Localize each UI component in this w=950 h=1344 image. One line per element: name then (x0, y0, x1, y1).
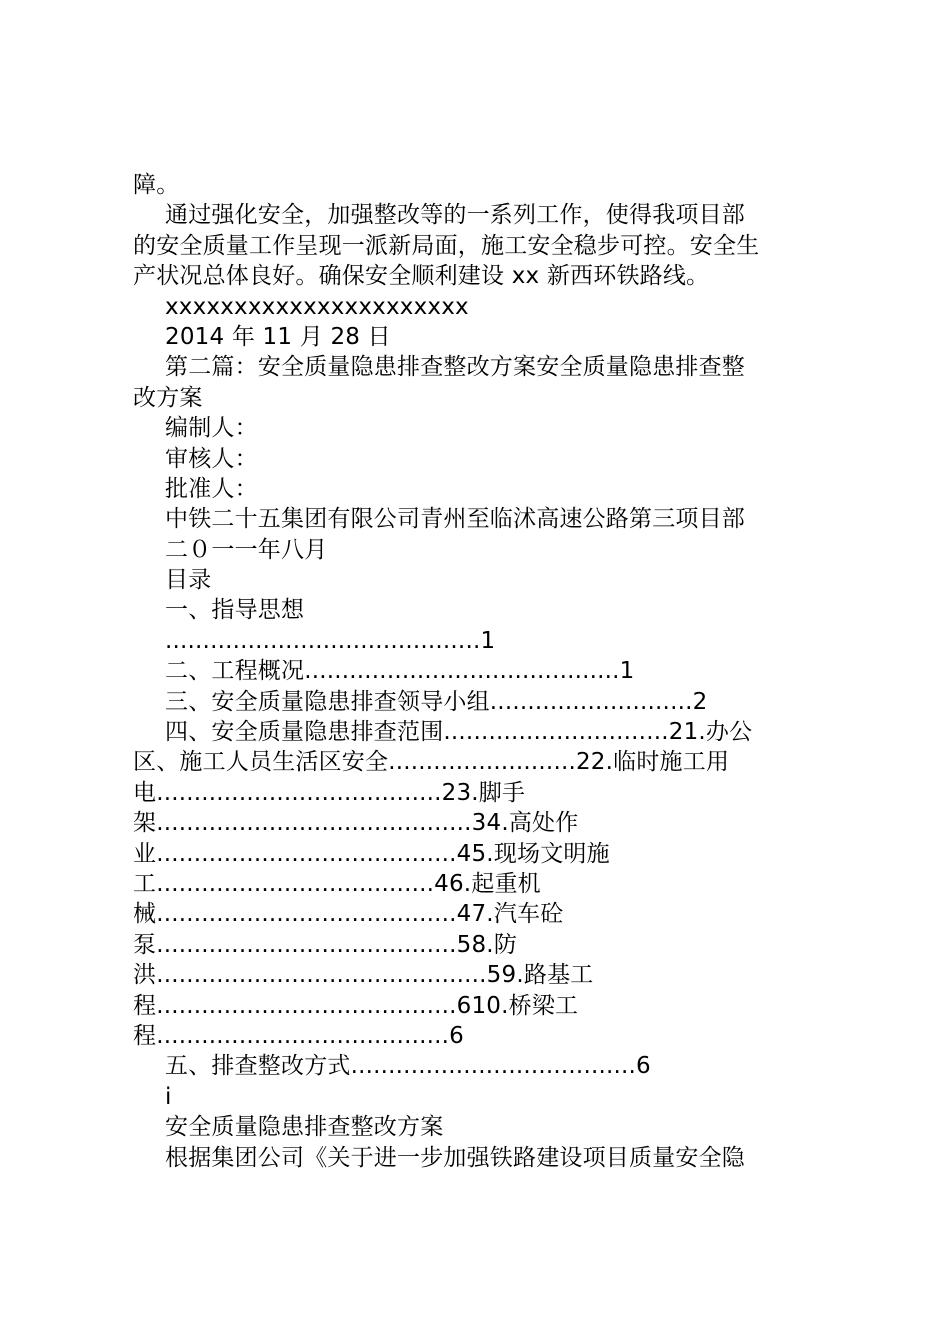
text-line: 目录 (165, 567, 212, 594)
text-line: 四、安全质量隐患排查范围..............................21.办公 (165, 719, 753, 746)
text-line: 电......................................23.脚手 (133, 779, 526, 806)
text-line: 三、安全质量隐患排查领导小组...........................2 (165, 688, 708, 715)
text-line: i (165, 1083, 172, 1110)
text-line: 程.......................................6 (133, 1022, 464, 1049)
text-line: 产状况总体良好。确保安全顺利建设 xx 新西环铁路线。 (133, 263, 710, 290)
text-line: xxxxxxxxxxxxxxxxxxxxxx (165, 293, 469, 320)
text-line: 工.....................................46.起重机 (133, 870, 541, 897)
text-line: 障。 (133, 172, 180, 198)
text-line: 改方案 (133, 384, 203, 411)
text-line: 架..........................................34.高处作 (133, 810, 579, 837)
text-line: 的安全质量工作呈现一派新局面，施工安全稳步可控。安全生 (133, 232, 760, 259)
text-line: 二、工程概况..........................................1 (165, 658, 635, 685)
text-line: 中铁二十五集团有限公司青州至临沭高速公路第三项目部 (165, 506, 745, 533)
text-line: 第二篇：安全质量隐患排查整改方案安全质量隐患排查整 (165, 354, 745, 381)
text-line: 根据集团公司《关于进一步加强铁路建设项目质量安全隐 (165, 1144, 745, 1171)
text-line: 程........................................610.桥梁工 (133, 992, 579, 1019)
text-line: 二０一一年八月 (165, 536, 328, 563)
text-line: 安全质量隐患排查整改方案 (165, 1114, 444, 1141)
text-line: 一、指导思想 (165, 597, 305, 624)
document-body (133, 170, 833, 1173)
text-line: 泵........................................58.防 (133, 931, 518, 958)
text-line: 区、施工人员生活区安全.........................22.临时施工用 (133, 749, 730, 776)
text-line: 批准人： (165, 475, 258, 502)
text-line: 审核人： (165, 445, 258, 472)
text-line: 2014 年 11 月 28 日 (165, 323, 391, 350)
text-line: 洪............................................59.路基工 (133, 962, 594, 989)
text-line: 械........................................47.汽车砼 (133, 901, 564, 928)
text-line: 编制人： (165, 415, 258, 442)
text-line: 通过强化安全，加强整改等的一系列工作，使得我项目部 (165, 202, 745, 229)
text-line: ..........................................1 (165, 627, 496, 654)
text-line: 五、排查整改方式......................................6 (165, 1053, 651, 1080)
text-line: 业........................................45.现场文明施 (133, 840, 610, 867)
